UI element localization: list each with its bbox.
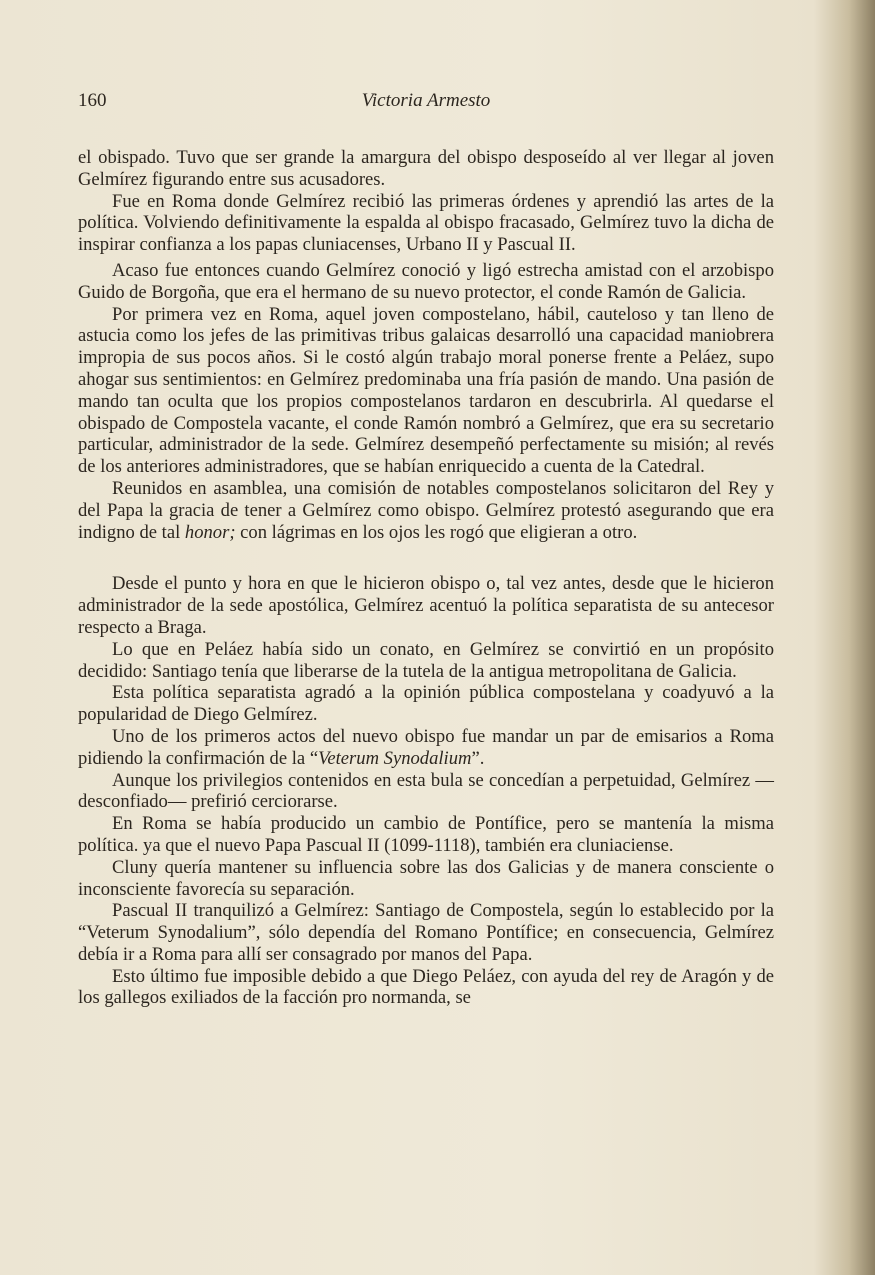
paragraph [78,478,774,543]
running-title: Victoria Armesto [361,90,491,111]
paragraph-text: Reunidos en asamblea, una comisión de notables compostelanos solicitaron del Rey y del Papa la gracia de tener a Gelmírez como obispo. Gelmírez protestó asegurando que era indigno de tal [78,477,774,543]
paragraph-text: con lágrimas en los ojos les rogó que eligieran a otro. [235,521,638,543]
paragraph: Por primera vez en Roma, aquel joven compostelano, hábil, cauteloso y tan lleno de astucia como los jefes de las primitivas tribus galaicas desarrolló una capacidad maniobrera impropia de sus pocos años. Si le costó algún trabajo moral ponerse frente a Peláez, supo ahogar sus sentimientos: en Gelmírez predominaba una fría pasión de mando. Una pasión de mando tan oculta que los propios compostelanos tardaron en descubrirla. Al quedarse el obispado de Compostela vacante, el conde Ramón nombró a Gelmírez, que era su secretario particular, administrador de la sede. Gelmírez desempeñó perfectamente su misión; al revés de los anteriores administradores, que se habían enriquecido a cuenta de la Catedral. [78,303,774,478]
paragraph: Pascual II tranquilizó a Gelmírez: Santiago de Compostela, según lo establecido por la “Veterum Synodalium”, sólo dependía del Romano Pontífice; en consecuencia, Gelmírez debía ir a Roma para allí ser consagrado por manos del Papa. [78,900,774,965]
body-text [78,147,774,1009]
paragraph: Lo que en Peláez había sido un conato, en Gelmírez se convirtió en un propósito decidido: Santiago tenía que liberarse de la tutela de la antigua metropolitana de Galicia. [78,638,774,682]
emphasized-text: Veterum Synodalium [318,747,472,769]
paragraph: Esto último fue imposible debido a que Diego Peláez, con ayuda del rey de Aragón y de los gallegos exiliados de la facción pro normanda, se [78,965,774,1009]
paragraph: el obispado. Tuvo que ser grande la amargura del obispo desposeído al ver llegar al joven Gelmírez figurando entre sus acusadores. [78,147,774,190]
paragraph-text: ”. [471,747,485,769]
paragraph [78,726,774,770]
paragraph: Cluny quería mantener su influencia sobre las dos Galicias y de manera consciente o inconsciente favorecía su separación. [78,856,774,900]
paragraph: Esta política separatista agradó a la opinión pública compostelana y coadyuvó a la popularidad de Diego Gelmírez. [78,682,774,726]
page-number: 160 [78,90,107,111]
paragraph: Desde el punto y hora en que le hicieron obispo o, tal vez antes, desde que le hicieron administrador de la sede apostólica, Gelmírez acentuó la política separatista de su antecesor respecto a Braga. [78,573,774,638]
paragraph: En Roma se había producido un cambio de Pontífice, pero se mantenía la misma política. ya que el nuevo Papa Pascual II (1099-1118), también era cluniaciense. [78,813,774,856]
paragraph-text: Uno de los primeros actos del nuevo obispo fue mandar un par de emisarios a Roma pidiendo la confirmación de la “ [78,725,774,769]
emphasized-text: honor; [184,521,236,543]
paragraph: Aunque los privilegios contenidos en esta bula se concedían a perpetuidad, Gelmírez —desconfiado— prefirió cerciorarse. [78,769,774,813]
page-header [78,90,774,116]
paragraph: Acaso fue entonces cuando Gelmírez conoció y ligó estrecha amistad con el arzobispo Guido de Borgoña, que era el hermano de su nuevo protector, el conde Ramón de Galicia. [78,259,774,303]
paragraph: Fue en Roma donde Gelmírez recibió las primeras órdenes y aprendió las artes de la política. Volviendo definitivamente la espalda al obispo fracasado, Gelmírez tuvo la dicha de inspirar confianza a los papas cluniacenses, Urbano II y Pascual II. [78,190,774,256]
